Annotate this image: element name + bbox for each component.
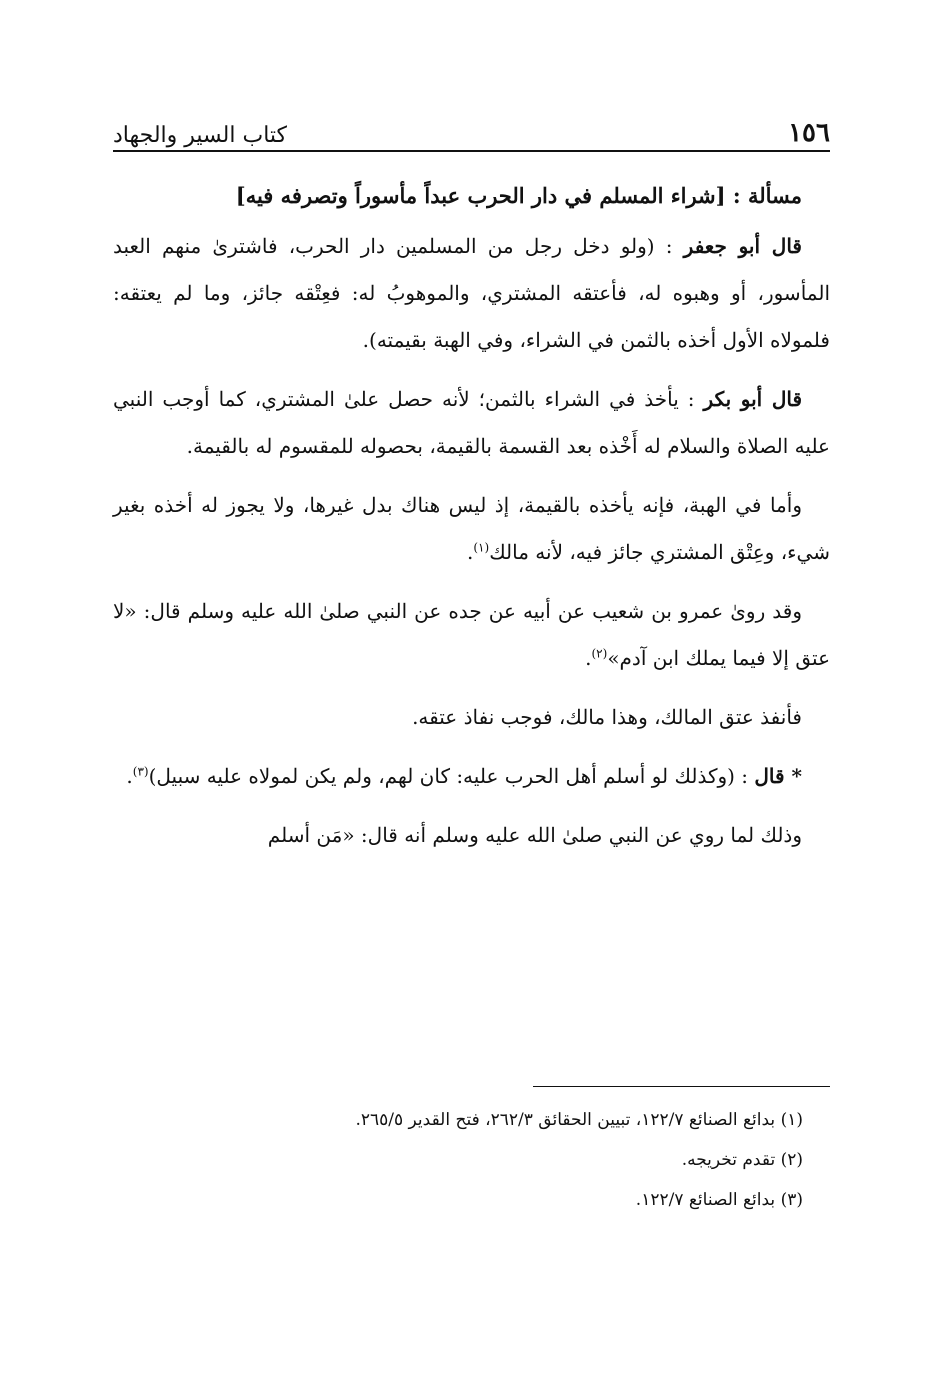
paragraph-continuation	[113, 812, 830, 859]
paragraph-lead: * قال	[754, 764, 802, 788]
paragraph-abu-bakr	[113, 376, 830, 470]
paragraph-tail: .	[467, 540, 474, 564]
paragraph-conclusion	[113, 694, 830, 741]
paragraph-hiba	[113, 482, 830, 576]
header-rule	[113, 150, 830, 152]
main-text	[113, 172, 830, 871]
paragraph-text: فأنفذ عتق المالك، وهذا مالك، فوجب نفاذ عتقه.	[412, 705, 802, 729]
paragraph-text: : (ولو دخل رجل من المسلمين دار الحرب، فاشترىٰ منهم العبد المأسور، أو وهبوه له، فأعتقه المشتري، والموهوبُ له: فعِتْقه جائز، وما لم يعتقه: فلمولاه الأول أخذه بالثمن في الشراء، وفي الهبة بقيمته).	[113, 234, 830, 352]
footnote-2: (٢) تقدم تخريجه.	[681, 1150, 803, 1170]
footnote-1: (١) بدائع الصنائع ١٢٢/٧، تبيين الحقائق ٢٦٢/٣، فتح القدير ٢٦٥/٥.	[355, 1110, 803, 1130]
paragraph-lead: قال أبو جعفر	[683, 234, 802, 258]
paragraph-tail: .	[126, 764, 133, 788]
footnote-marker[interactable]: (٣)	[132, 764, 149, 779]
page-number: ١٥٦	[788, 118, 830, 148]
paragraph-abu-jafar	[113, 223, 830, 364]
paragraph-qala	[113, 753, 830, 800]
footnote-3: (٣) بدائع الصنائع ١٢٢/٧.	[635, 1190, 803, 1210]
footnote-marker[interactable]: (٢)	[591, 646, 608, 661]
paragraph-text: وقد روىٰ عمرو بن شعيب عن أبيه عن جده عن النبي صلىٰ الله عليه وسلم قال: «لا عتق إلا فيما يملك ابن آدم»	[113, 599, 830, 670]
paragraph-text: : يأخذ في الشراء بالثمن؛ لأنه حصل علىٰ المشتري، كما أوجب النبي عليه الصلاة والسلام له أَخْذه بعد القسمة بالقيمة، بحصوله للمقسوم له بالقيمة.	[113, 387, 830, 458]
paragraph-text: : (وكذلك لو أسلم أهل الحرب عليه: كان لهم، ولم يكن لمولاه عليه سبيل)	[148, 764, 755, 788]
paragraph-text: وذلك لما روي عن النبي صلىٰ الله عليه وسلم أنه قال: «مَن أسلم	[267, 823, 802, 847]
paragraph-lead: قال أبو بكر	[703, 387, 802, 411]
paragraph-hadith	[113, 588, 830, 682]
footnotes	[113, 1100, 803, 1220]
paragraph-text: وأما في الهبة، فإنه يأخذه بالقيمة، إذ ليس هناك بدل غيرها، ولا يجوز له أخذه بغير شيء، وعِتْق المشتري جائز فيه، لأنه مالك	[113, 493, 830, 564]
book-title: كتاب السير والجهاد	[113, 123, 288, 148]
paragraph-tail: .	[585, 646, 592, 670]
footnote-rule	[533, 1086, 830, 1087]
running-header	[113, 112, 830, 148]
section-heading: مسألة : [شراء المسلم في دار الحرب عبداً مأسوراً وتصرفه فيه]	[235, 183, 802, 208]
footnote-marker[interactable]: (١)	[473, 540, 490, 555]
